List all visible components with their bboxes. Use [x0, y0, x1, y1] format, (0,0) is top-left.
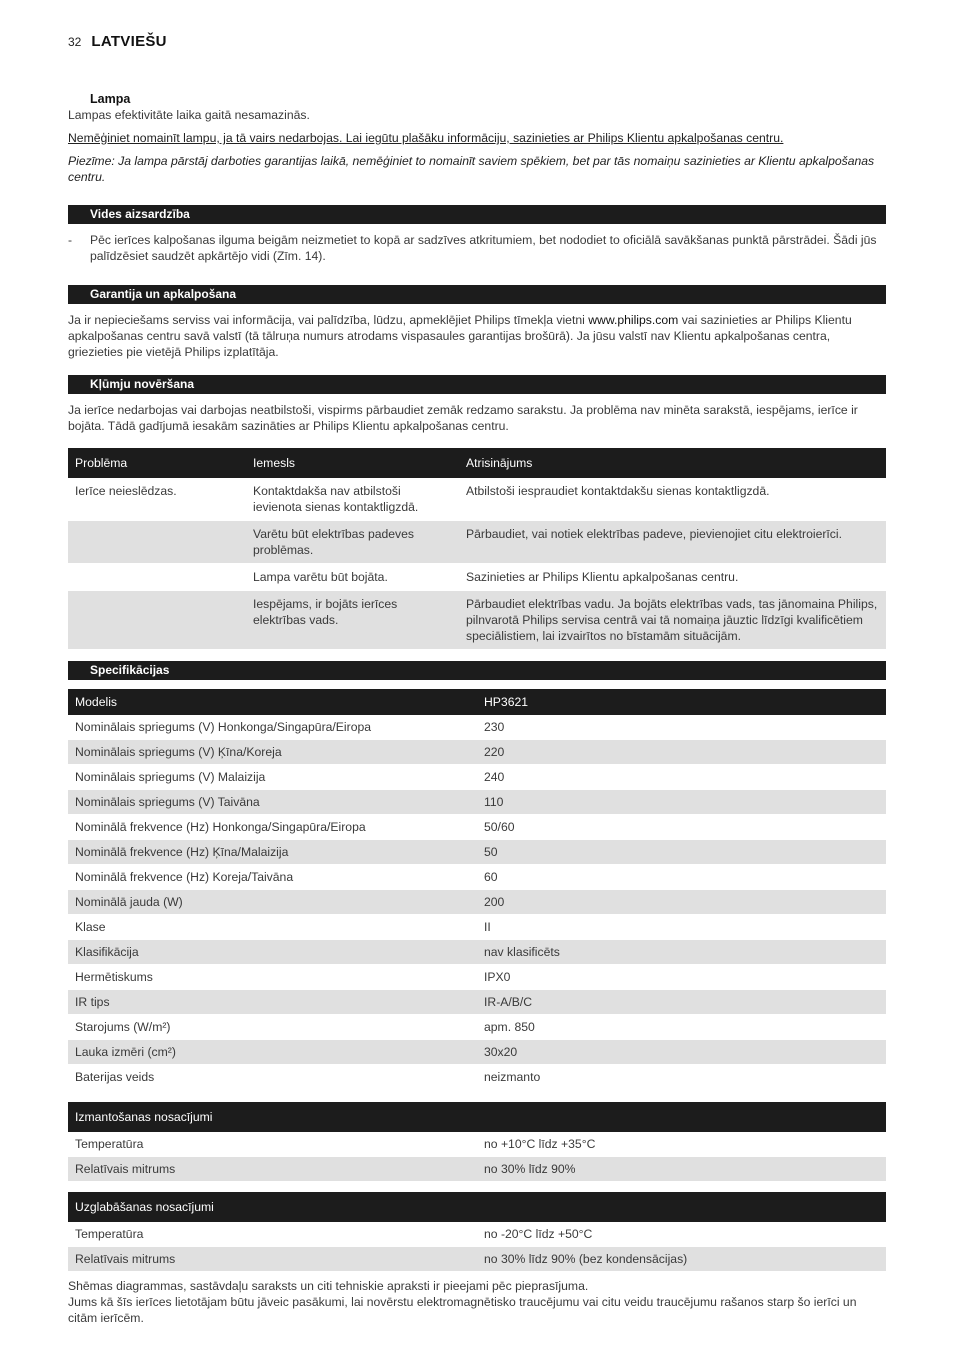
cell: Varētu būt elektrības padeves problēmas.	[246, 521, 459, 564]
cell: 220	[477, 740, 886, 765]
cell: 200	[477, 890, 886, 915]
table-header-row	[68, 448, 886, 478]
cell: IR-A/B/C	[477, 990, 886, 1015]
cell: no +10°C līdz +35°C	[477, 1132, 886, 1157]
troubleshooting-table	[68, 448, 886, 650]
garantija-text-before: Ja ir nepieciešams serviss vai informācija, vai palīdzība, lūdzu, apmeklējiet Philips tīmekļa vietni	[68, 313, 589, 327]
cell: II	[477, 915, 886, 940]
dash-bullet: -	[68, 233, 73, 247]
table-row	[68, 740, 886, 765]
table-row	[68, 815, 886, 840]
storage-conditions-header: Uzglabāšanas nosacījumi	[68, 1192, 886, 1222]
cell: Iespējams, ir bojāts ierīces elektrības vads.	[246, 591, 459, 650]
page-number: 32	[68, 35, 82, 49]
table-row	[68, 865, 886, 890]
cell: Kontaktdakša nav atbilstoši ievienota sienas kontaktligzdā.	[246, 478, 459, 521]
section-bar-klumju: Kļūmju novēršana	[68, 375, 886, 394]
vides-item	[68, 232, 886, 264]
col-header-modelis: Modelis	[68, 689, 477, 715]
table-row	[68, 715, 886, 740]
cell: Sazinieties ar Philips Klientu apkalpošanas centru.	[459, 564, 886, 591]
cell: Ierīce neieslēdzas.	[68, 478, 246, 521]
table-row	[68, 890, 886, 915]
cell: Nominālā frekvence (Hz) Ķīna/Malaizija	[68, 840, 477, 865]
cell: 110	[477, 790, 886, 815]
vides-text: Pēc ierīces kalpošanas ilguma beigām neizmetiet to kopā ar sadzīves atkritumiem, bet nododiet to oficiālā savākšanas punktā pārstrādei. Šādi jūs palīdzēsiet saudzēt apkārtējo vidi (Zīm. 14).	[90, 233, 877, 263]
col-header-problema: Problēma	[68, 448, 246, 478]
cell: Relatīvais mitrums	[68, 1247, 477, 1272]
table-row	[68, 1065, 886, 1090]
lampa-heading: Lampa	[90, 92, 131, 106]
cell: Starojums (W/m²)	[68, 1015, 477, 1040]
cell: 240	[477, 765, 886, 790]
cell: no 30% līdz 90% (bez kondensācijas)	[477, 1247, 886, 1272]
cell: Nominālā frekvence (Hz) Koreja/Taivāna	[68, 865, 477, 890]
cell: Pārbaudiet, vai notiek elektrības padeve, pievienojiet citu elektroierīci.	[459, 521, 886, 564]
col-header-atrisinajums: Atrisinājums	[459, 448, 886, 478]
table-row	[68, 1040, 886, 1065]
table-row	[68, 478, 886, 521]
lampa-note: Piezīme: Ja lampa pārstāj darboties garantijas laikā, nemēģiniet to nomainīt saviem spēkiem, bet par tās nomaiņu sazinieties ar Klientu apkalpošanas centru.	[68, 154, 875, 184]
cell: 230	[477, 715, 886, 740]
cell: 60	[477, 865, 886, 890]
cell: Lampa varētu būt bojāta.	[246, 564, 459, 591]
language-title: LATVIEŠU	[91, 33, 167, 50]
spec-table	[68, 689, 886, 1090]
garantija-text	[68, 312, 886, 360]
table-row	[68, 591, 886, 650]
page-content	[68, 91, 886, 1326]
philips-website-link[interactable]: www.philips.com	[588, 313, 679, 327]
table-row	[68, 1157, 886, 1182]
table-row	[68, 790, 886, 815]
cell: Atbilstoši iespraudiet kontaktdakšu sienas kontaktligzdā.	[459, 478, 886, 521]
cell: Nominālā frekvence (Hz) Honkonga/Singapūra/Eiropa	[68, 815, 477, 840]
cell: Nominālais spriegums (V) Ķīna/Koreja	[68, 740, 477, 765]
cell: Pārbaudiet elektrības vadu. Ja bojāts elektrības vads, tas jānomaina Philips, pilnvarotā Philips servisa centrā vai tā nomaiņa jāuztic līdzīgi kvalificētiem speciālistiem, lai izvairītos no bīstamām situācijām.	[459, 591, 886, 650]
lampa-warning: Nemēģiniet nomainīt lampu, ja tā vairs nedarbojas. Lai iegūtu plašāku informāciju, sazinieties ar Philips Klientu apkalpošanas centru.	[68, 131, 784, 145]
page-header	[68, 33, 167, 53]
table-row	[68, 915, 886, 940]
table-header-row	[68, 689, 886, 715]
table-row	[68, 1015, 886, 1040]
cell: Nominālais spriegums (V) Taivāna	[68, 790, 477, 815]
table-row	[68, 965, 886, 990]
cell: Nominālais spriegums (V) Malaizija	[68, 765, 477, 790]
table-row	[68, 1132, 886, 1157]
cell: Lauka izmēri (cm²)	[68, 1040, 477, 1065]
garantija-text-after: vai sazinieties ar Philips Klientu apkalpošanas centru savā valstī (tā tālruņa numurs atrodams vispasaules garantijas brošūrā). Ja jūsu valstī nav Klientu apkalpošanas centra, griezieties pie vietējā Philips izplatītāja.	[68, 313, 852, 359]
cell: neizmanto	[477, 1065, 886, 1090]
lampa-text: Lampas efektivitāte laika gaitā nesamazinās.	[68, 108, 310, 122]
table-row	[68, 990, 886, 1015]
col-header-model-value: HP3621	[477, 689, 886, 715]
storage-conditions-table	[68, 1192, 886, 1272]
table-header-row	[68, 1192, 886, 1222]
table-header-row	[68, 1102, 886, 1132]
cell: Hermētiskums	[68, 965, 477, 990]
cell	[68, 591, 246, 650]
cell: nav klasificēts	[477, 940, 886, 965]
cell: 30x20	[477, 1040, 886, 1065]
usage-conditions-header: Izmantošanas nosacījumi	[68, 1102, 886, 1132]
cell: Relatīvais mitrums	[68, 1157, 477, 1182]
footer-line-2: Jums kā šīs ierīces lietotājam būtu jāveic pasākumi, lai novērstu elektromagnētisko traucējumu vai citu veidu traucējumu rašanos starp šo ierīci un citām ierīcēm.	[68, 1295, 857, 1325]
cell: 50/60	[477, 815, 886, 840]
table-row	[68, 1222, 886, 1247]
cell	[68, 564, 246, 591]
cell: Temperatūra	[68, 1222, 477, 1247]
cell: no 30% līdz 90%	[477, 1157, 886, 1182]
cell: Klasifikācija	[68, 940, 477, 965]
section-bar-spec: Specifikācijas	[68, 661, 886, 680]
cell: Temperatūra	[68, 1132, 477, 1157]
cell: IR tips	[68, 990, 477, 1015]
footer-line-1: Shēmas diagrammas, sastāvdaļu saraksts un citi tehniskie apraksti ir pieejami pēc pieprasījuma.	[68, 1279, 589, 1293]
lampa-section	[68, 91, 886, 185]
usage-conditions-table	[68, 1102, 886, 1182]
cell: Nominālā jauda (W)	[68, 890, 477, 915]
cell: no -20°C līdz +50°C	[477, 1222, 886, 1247]
cell: Nominālais spriegums (V) Honkonga/Singapūra/Eiropa	[68, 715, 477, 740]
table-row	[68, 521, 886, 564]
cell: apm. 850	[477, 1015, 886, 1040]
cell: Baterijas veids	[68, 1065, 477, 1090]
section-bar-garantija: Garantija un apkalpošana	[68, 285, 886, 304]
col-header-iemesls: Iemesls	[246, 448, 459, 478]
klumju-intro: Ja ierīce nedarbojas vai darbojas neatbilstoši, vispirms pārbaudiet zemāk redzamo sarakstu. Ja problēma nav minēta sarakstā, iespējams, ierīce ir bojāta. Tādā gadījumā iesakām sazināties ar Philips Klientu apkalpošanas centru.	[68, 403, 858, 433]
section-bar-vides: Vides aizsardzība	[68, 205, 886, 224]
cell: 50	[477, 840, 886, 865]
table-row	[68, 1247, 886, 1272]
table-row	[68, 840, 886, 865]
table-row	[68, 765, 886, 790]
cell: IPX0	[477, 965, 886, 990]
table-row	[68, 940, 886, 965]
table-row	[68, 564, 886, 591]
cell	[68, 521, 246, 564]
cell: Klase	[68, 915, 477, 940]
